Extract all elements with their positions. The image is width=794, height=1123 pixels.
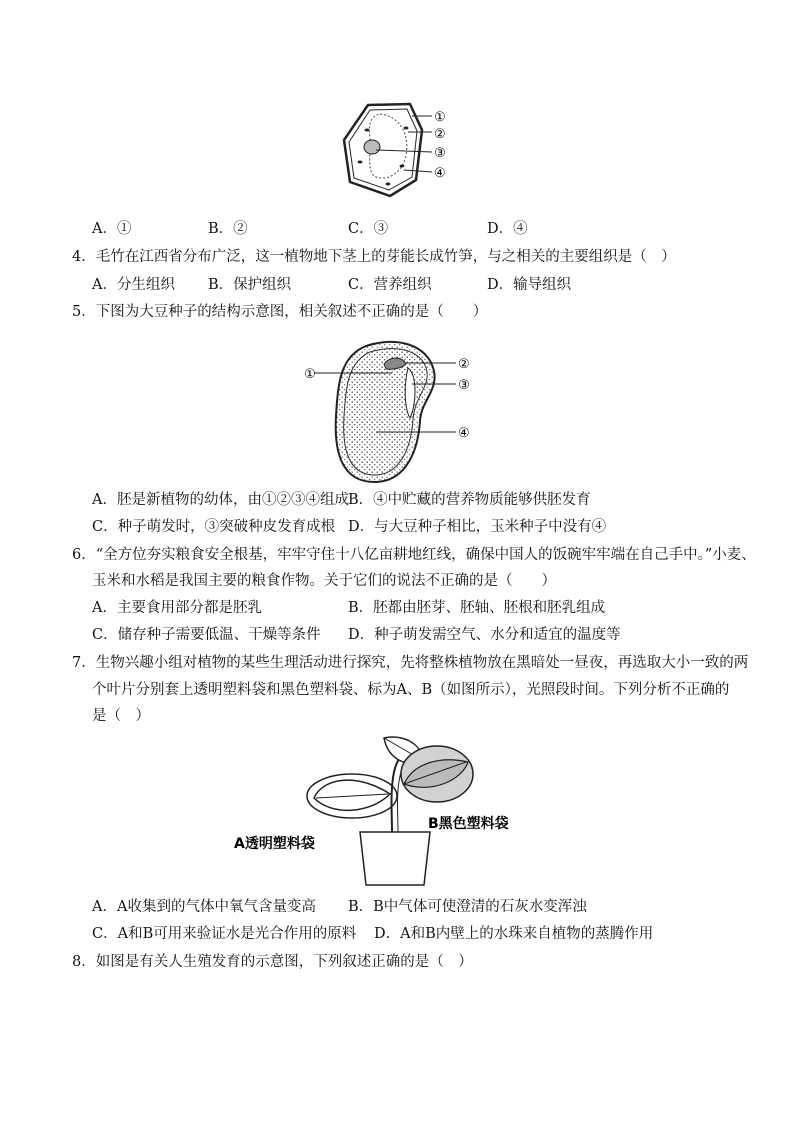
seed-label-2: ② (458, 357, 470, 372)
q7-option-a: A．A收集到的气体中氧气含量变高 (92, 899, 316, 915)
q4-option-c: C．营养组织 (348, 277, 432, 293)
seed-label-3: ③ (458, 378, 470, 393)
q7-stem-line1: 7．生物兴趣小组对植物的某些生理活动进行探究，先将整株植物放在黑暗处一昼夜，再选取大小一致的两 (72, 655, 749, 671)
bag-a-leaf (314, 780, 390, 810)
q7-option-c: C．A和B可用来验证水是光合作用的原料 (92, 926, 357, 942)
q5-option-c: C．种子萌发时，③突破种皮发育成根 (92, 519, 336, 535)
q6-option-b: B．胚都由胚芽、胚轴、胚根和胚乳组成 (348, 600, 606, 616)
q7-option-d: D．A和B内壁上的水珠来自植物的蒸腾作用 (374, 926, 654, 942)
q5-option-b: B．④中贮藏的营养物质能够供胚发育 (348, 492, 591, 508)
flower-pot (360, 832, 430, 885)
q3-option-a: A．① (92, 221, 132, 237)
q4-option-d: D．输导组织 (487, 277, 572, 293)
seed-label-1: ① (304, 367, 316, 382)
q3-option-c: C．③ (348, 221, 389, 237)
q5-stem: 5．下图为大豆种子的结构示意图，相关叙述不正确的是（ ） (72, 304, 488, 320)
q3-option-b: B．② (208, 221, 248, 237)
q6-option-c: C．储存种子需要低温、干燥等条件 (92, 627, 321, 643)
plant-cell-figure (340, 100, 460, 200)
cell-label-1: ① (434, 110, 446, 125)
cell-label-3: ③ (434, 146, 446, 161)
q6-option-a: A．主要食用部分都是胚乳 (92, 600, 262, 616)
cell-label-2: ② (434, 127, 446, 142)
q7-stem-line2: 个叶片分别套上透明塑料袋和黑色塑料袋、标为A、B（如图所示），光照段时间。下列分析不正确的 (92, 682, 730, 698)
label-bag-b: B黑色塑料袋 (428, 816, 509, 832)
q4-option-a: A．分生组织 (92, 277, 175, 293)
q7-option-b: B．B中气体可使澄清的石灰水变浑浊 (348, 899, 587, 915)
q6-option-d: D．种子萌发需空气、水分和适宜的温度等 (348, 627, 621, 643)
nucleus (364, 140, 380, 154)
q8-stem: 8．如图是有关人生殖发育的示意图，下列叙述正确的是（ ） (72, 954, 473, 970)
cell-label-4: ④ (434, 166, 446, 181)
q4-stem: 4．毛竹在江西省分布广泛，这一植物地下茎上的芽能长成竹笋，与之相关的主要组织是（ ） (72, 249, 676, 265)
soybean-seed-figure (306, 336, 476, 484)
q6-stem-line1: 6．“全方位夯实粮食安全根基，牢牢守住十八亿亩耕地红线，确保中国人的饭碗牢牢端在自己手中。”小麦、 (72, 547, 756, 563)
q5-option-a: A．胚是新植物的幼体，由①②③④组成 (92, 492, 349, 508)
q3-option-d: D．④ (487, 221, 528, 237)
seed-label-4: ④ (458, 426, 470, 441)
q4-option-b: B．保护组织 (208, 277, 292, 293)
q7-stem-line3: 是（ ） (92, 708, 150, 724)
label-bag-a: A透明塑料袋 (234, 836, 315, 852)
q6-stem-line2: 玉米和水稻是我国主要的粮食作物。关于它们的说法不正确的是（ ） (92, 573, 556, 589)
q5-option-d: D．与大豆种子相比，玉米种子中没有④ (348, 519, 607, 535)
plant-bag-figure (232, 732, 552, 888)
